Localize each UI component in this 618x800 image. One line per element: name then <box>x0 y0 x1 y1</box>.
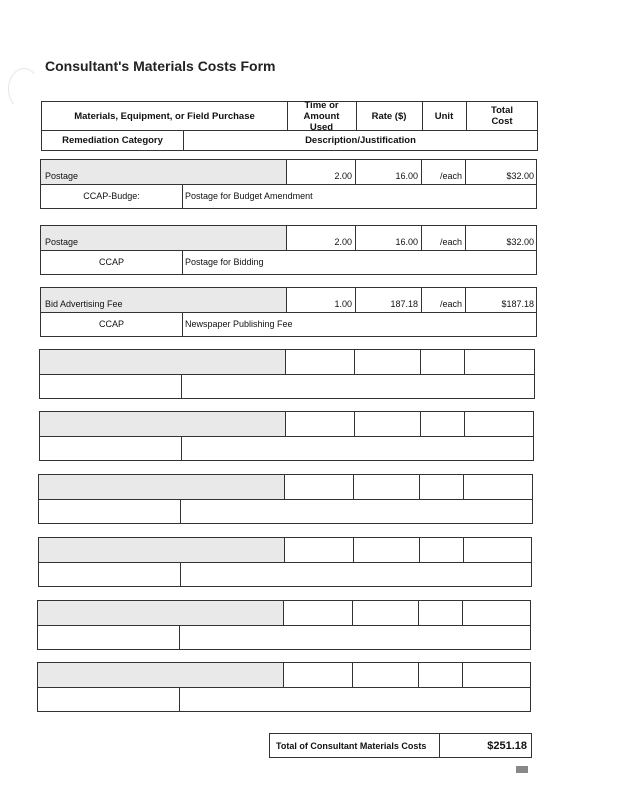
entry-amount: 2.00 <box>334 237 352 247</box>
page-stamp-mark <box>516 766 528 773</box>
entry-block <box>38 537 532 587</box>
entry-block <box>40 287 537 337</box>
entry-unit: /each <box>439 237 462 247</box>
entry-block <box>37 600 531 650</box>
header-unit: Unit <box>434 110 454 122</box>
header-materials: Materials, Equipment, or Field Purchase <box>74 110 255 122</box>
entry-block <box>37 662 531 712</box>
total-value: $251.18 <box>487 740 527 752</box>
entry-rate: 187.18 <box>390 299 418 309</box>
entry-block <box>40 159 537 209</box>
entry-block <box>40 225 537 275</box>
entry-description: Newspaper Publishing Fee <box>185 319 293 329</box>
entry-total: $32.00 <box>506 171 534 181</box>
scan-artifact <box>8 68 40 110</box>
entry-rate: 16.00 <box>395 171 418 181</box>
entry-rate: 16.00 <box>395 237 418 247</box>
entry-item: Postage <box>45 171 79 181</box>
entry-category: CCAP-Budge: <box>83 191 140 201</box>
header-description: Description/Justification <box>305 135 416 146</box>
entry-total: $187.18 <box>501 299 534 309</box>
entry-description: Postage for Budget Amendment <box>185 191 313 201</box>
header-time-amount: Time or Amount Used <box>303 99 340 133</box>
entry-amount: 1.00 <box>334 299 352 309</box>
entry-category: CCAP <box>98 257 124 267</box>
entry-block <box>38 474 533 524</box>
header-total-cost: Total Cost <box>491 105 513 127</box>
entry-total: $32.00 <box>506 237 534 247</box>
entry-block <box>39 349 535 399</box>
form-title: Consultant's Materials Costs Form <box>45 58 276 74</box>
entry-block <box>39 411 534 461</box>
header-table <box>41 101 538 151</box>
header-remediation-category: Remediation Category <box>62 135 163 146</box>
entry-category: CCAP <box>98 319 124 329</box>
entry-item: Postage <box>45 237 79 247</box>
entry-item: Bid Advertising Fee <box>45 299 123 309</box>
entry-amount: 2.00 <box>334 171 352 181</box>
entry-description: Postage for Bidding <box>185 257 264 267</box>
total-box <box>269 733 532 758</box>
header-rate: Rate ($) <box>371 110 407 122</box>
entry-unit: /each <box>439 171 462 181</box>
entry-unit: /each <box>439 299 462 309</box>
total-label: Total of Consultant Materials Costs <box>276 741 427 751</box>
